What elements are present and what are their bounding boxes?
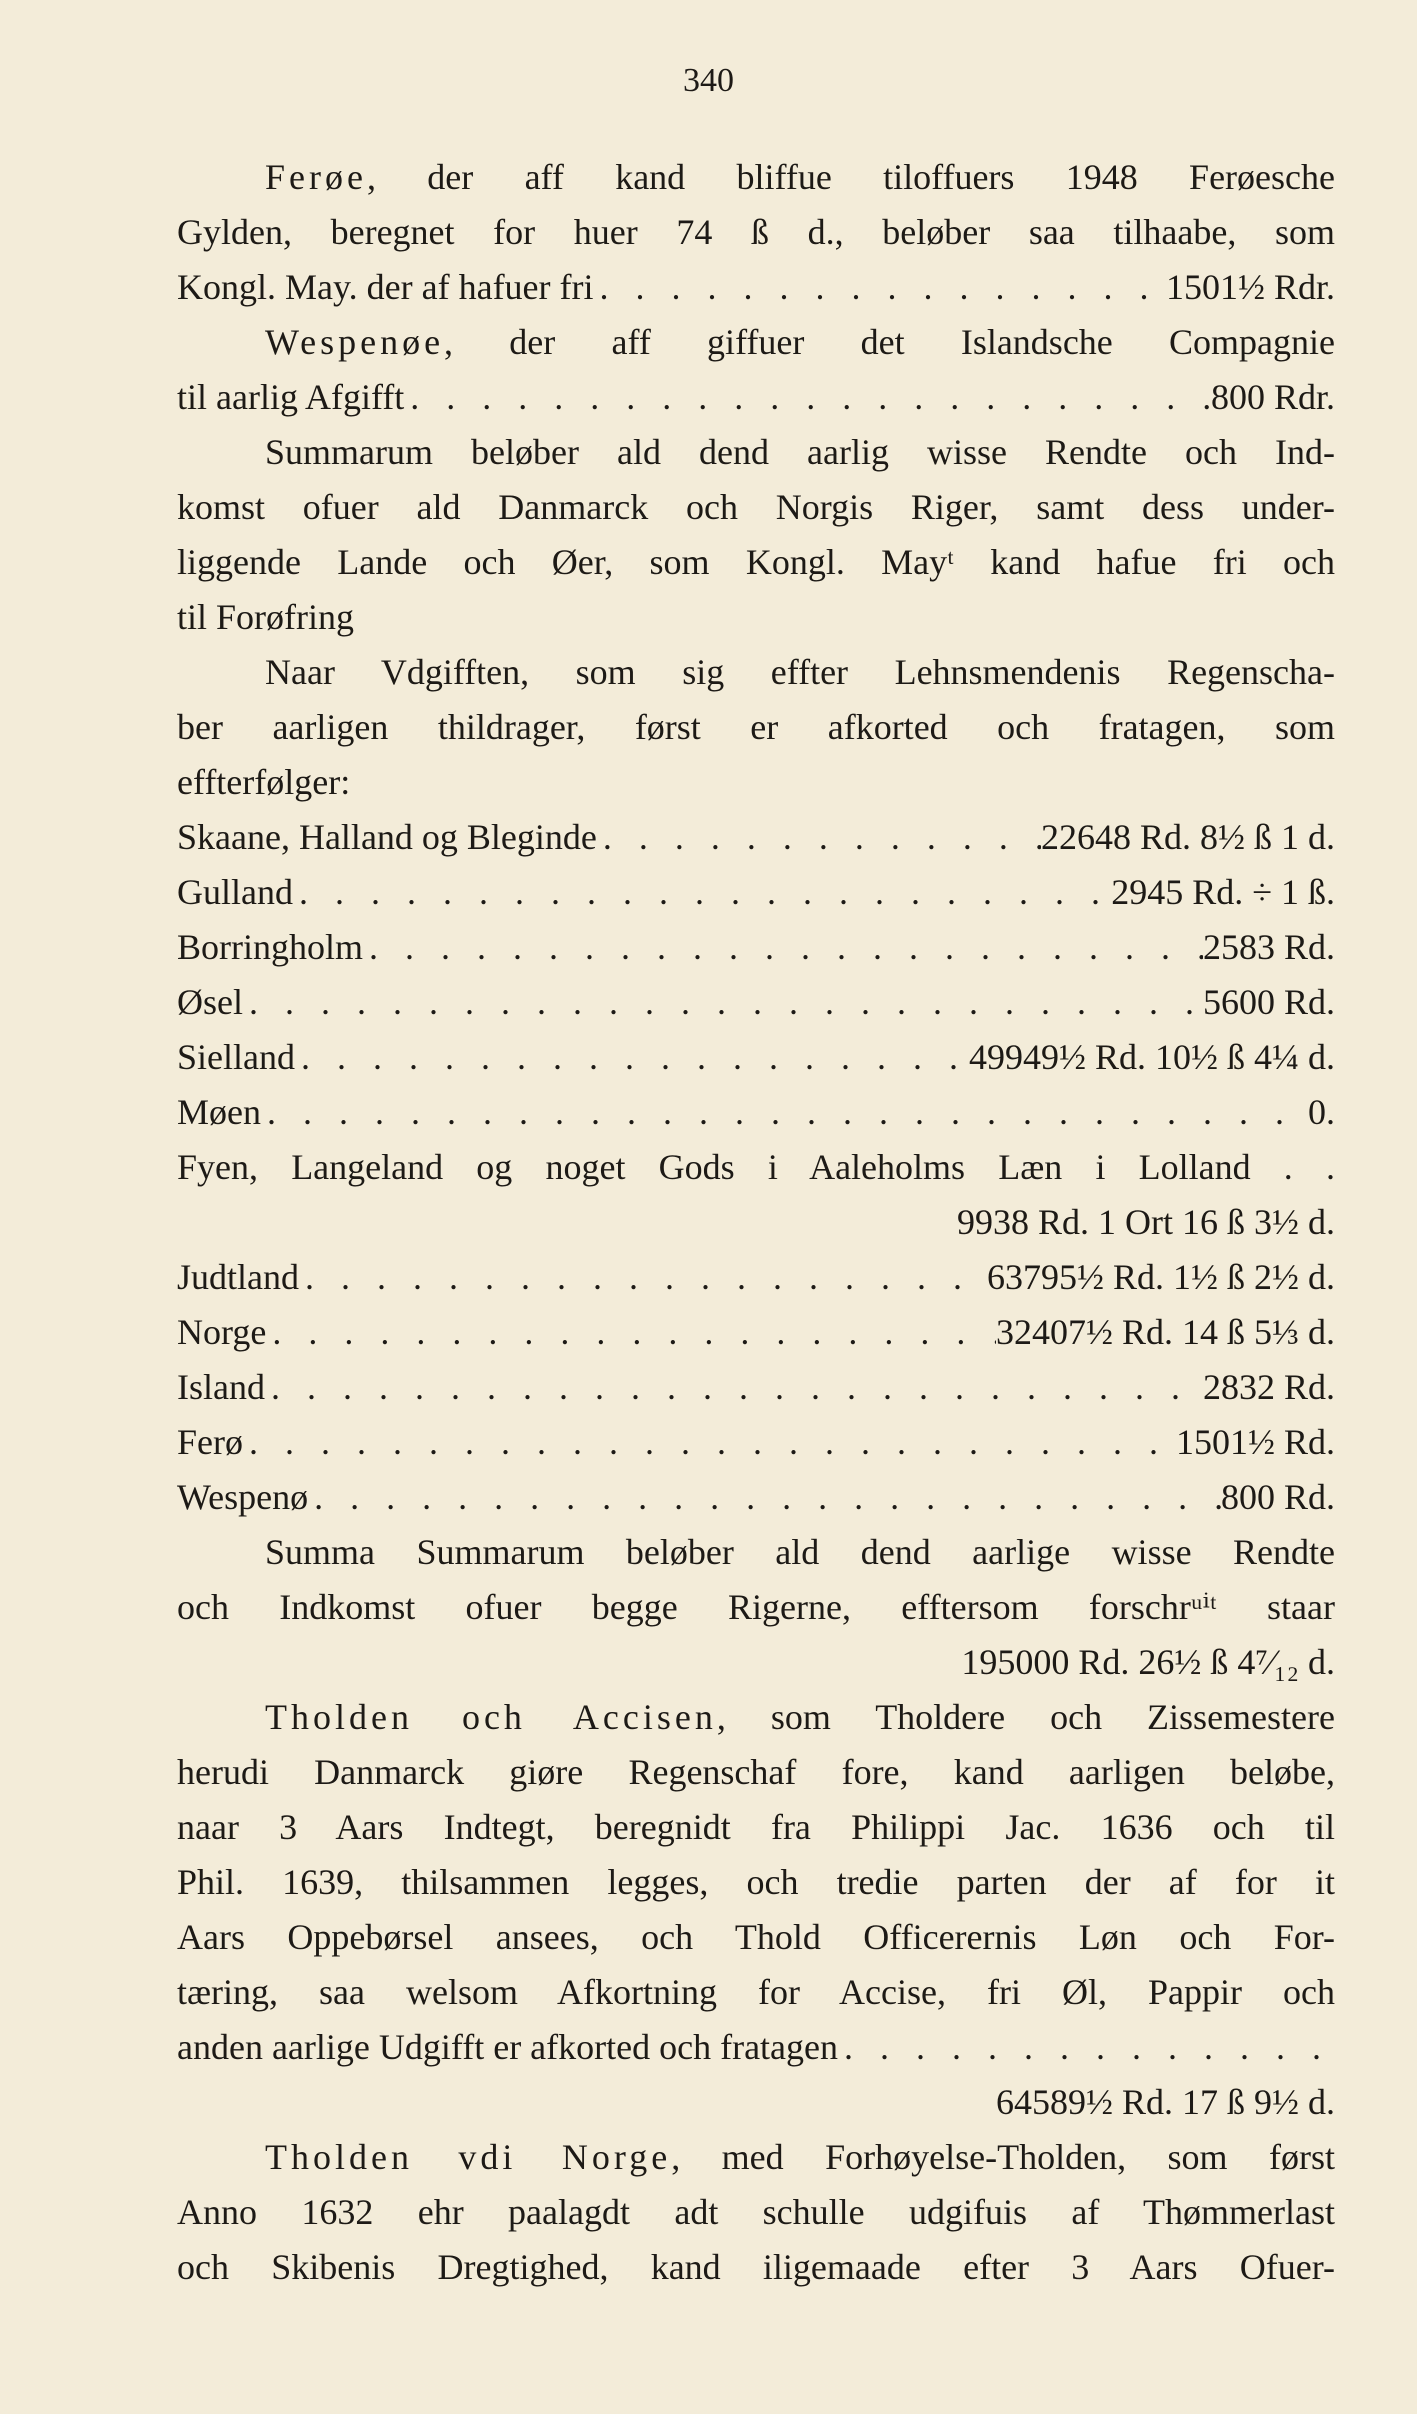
entry-value: 2583 Rd. [1202,927,1335,967]
text-line: Aars Oppebørsel ansees, och Thold Officerernis Løn och For- [177,1917,1335,1957]
entry-line [177,1030,1335,1085]
dot-leader [404,370,1211,425]
entry-label: Øsel [177,982,243,1022]
entry-value: 5600 Rd. [1202,982,1335,1022]
paragraph-start-line: Tholden vdi Norge, med Forhøyelse-Tholden, som først [265,2137,1335,2177]
entry-label: Island [177,1367,265,1407]
text-line: Anno 1632 ehr paalagdt adt schulle udgifuis af Thømmerlast [177,2192,1335,2232]
paragraph-start-line: Summarum beløber ald dend aarlig wisse Rendte och Ind- [265,432,1335,472]
text-line: til Forøfring [177,597,354,637]
entry-value: 800 Rdr. [1210,377,1335,417]
dot-leader [295,1030,969,1085]
dot-leader [293,865,1111,920]
dot-leader [243,1415,1176,1470]
spaced-heading-word: Ferøe [265,157,367,197]
entry-line [177,1305,1335,1360]
dot-leader [838,2020,1335,2075]
entry-value: 2945 Rd. ÷ 1 ß. [1111,872,1335,912]
dot-leader [594,260,1166,315]
text-line: Gylden, beregnet for huer 74 ß d., beløber saa tilhaabe, som [177,212,1335,252]
entry-label: Wespenø [177,1477,309,1517]
entry-line [177,1085,1335,1140]
entry-label: Gulland [177,872,293,912]
entry-label: til aarlig Afgifft [177,377,405,417]
text-line: liggende Lande och Øer, som Kongl. Mayᵗ kand hafue fri och [177,542,1335,582]
dot-leader [363,920,1203,975]
entry-value: 1501½ Rdr. [1165,267,1335,307]
dot-leader [243,975,1203,1030]
entry-label: Møen [177,1092,261,1132]
entry-line [177,1470,1335,1525]
dot-leader [308,1470,1221,1525]
spaced-heading-word: Tholden vdi Norge [265,2137,672,2177]
entry-line [177,865,1335,920]
entry-label: anden aarlige Udgifft er afkorted och fratagen [177,2027,839,2067]
entry-line [177,920,1335,975]
text-line: komst ofuer ald Danmarck och Norgis Riger, samt dess under- [177,487,1335,527]
entry-value: 2832 Rd. [1202,1367,1335,1407]
entry-value: 1501½ Rd. [1175,1422,1335,1462]
paragraph-start-line: Tholden och Accisen, som Tholdere och Zissemestere [265,1697,1335,1737]
text-line: ber aarligen thildrager, først er afkorted och fratagen, som [177,707,1335,747]
text-line: och Skibenis Dregtighed, kand iligemaade efter 3 Aars Ofuer- [177,2247,1335,2287]
entry-line [177,370,1335,425]
paragraph-start-line: Wespenøe, der aff giffuer det Islandsche Compagnie [265,322,1335,362]
entry-value: 32407½ Rd. 14 ß 5⅓ d. [995,1312,1335,1352]
entry-label: Ferø [177,1422,243,1462]
entry-label: Borringholm [177,927,363,967]
spaced-heading-word: Wespenøe [265,322,445,362]
entry-line [177,1250,1335,1305]
spaced-heading-word: Tholden och Accisen [265,1697,717,1737]
paragraph-start-line: Ferøe, der aff kand bliffue tiloffuers 1948 Ferøesche [265,157,1335,197]
page-number: 340 [683,62,734,99]
text-line: herudi Danmarck giøre Regenschaf fore, kand aarligen beløbe, [177,1752,1335,1792]
entry-label: Judtland [177,1257,299,1297]
page-body [177,150,1335,2295]
text-line: och Indkomst ofuer begge Rigerne, efftersom forschrᵘⁱᵗ staar [177,1587,1335,1627]
entry-line [177,810,1335,865]
dot-leader [597,810,1041,865]
paragraph-start-line: Summa Summarum beløber ald dend aarlige wisse Rendte [265,1532,1335,1572]
text-line: effterfølger: [177,762,351,802]
entry-label: Kongl. May. der af hafuer fri [177,267,594,307]
entry-label: Sielland [177,1037,295,1077]
entry-value: 0. [1308,1092,1335,1132]
entry-line [177,1415,1335,1470]
dot-leader [265,1360,1203,1415]
dot-leader [261,1085,1308,1140]
text-line: Fyen, Langeland og noget Gods i Aaleholms Læn i Lolland . . [177,1147,1335,1187]
entry-value: 800 Rd. [1220,1477,1335,1517]
text-line: 195000 Rd. 26½ ß 4⁷⁄₁₂ d. [961,1642,1335,1682]
entry-label: Norge [177,1312,267,1352]
entry-value: 22648 Rd. 8½ ß 1 d. [1040,817,1335,857]
entry-value: 49949½ Rd. 10½ ß 4¼ d. [968,1037,1335,1077]
entry-line [177,975,1335,1030]
text-line: 64589½ Rd. 17 ß 9½ d. [995,2082,1335,2122]
dot-leader [266,1305,996,1360]
dot-leader [299,1250,987,1305]
entry-value: 63795½ Rd. 1½ ß 2½ d. [986,1257,1335,1297]
entry-label: Skaane, Halland og Bleginde [177,817,597,857]
text-line: 9938 Rd. 1 Ort 16 ß 3½ d. [957,1202,1335,1242]
entry-line [177,260,1335,315]
text-line: naar 3 Aars Indtegt, beregnidt fra Philippi Jac. 1636 och til [177,1807,1335,1847]
entry-line [177,2020,1335,2075]
text-line: Phil. 1639, thilsammen legges, och tredie parten der af for it [177,1862,1335,1902]
text-line: tæring, saa welsom Afkortning for Accise, fri Øl, Pappir och [177,1972,1335,2012]
paragraph-start-line: Naar Vdgifften, som sig effter Lehnsmendenis Regenscha- [265,652,1335,692]
entry-line [177,1360,1335,1415]
